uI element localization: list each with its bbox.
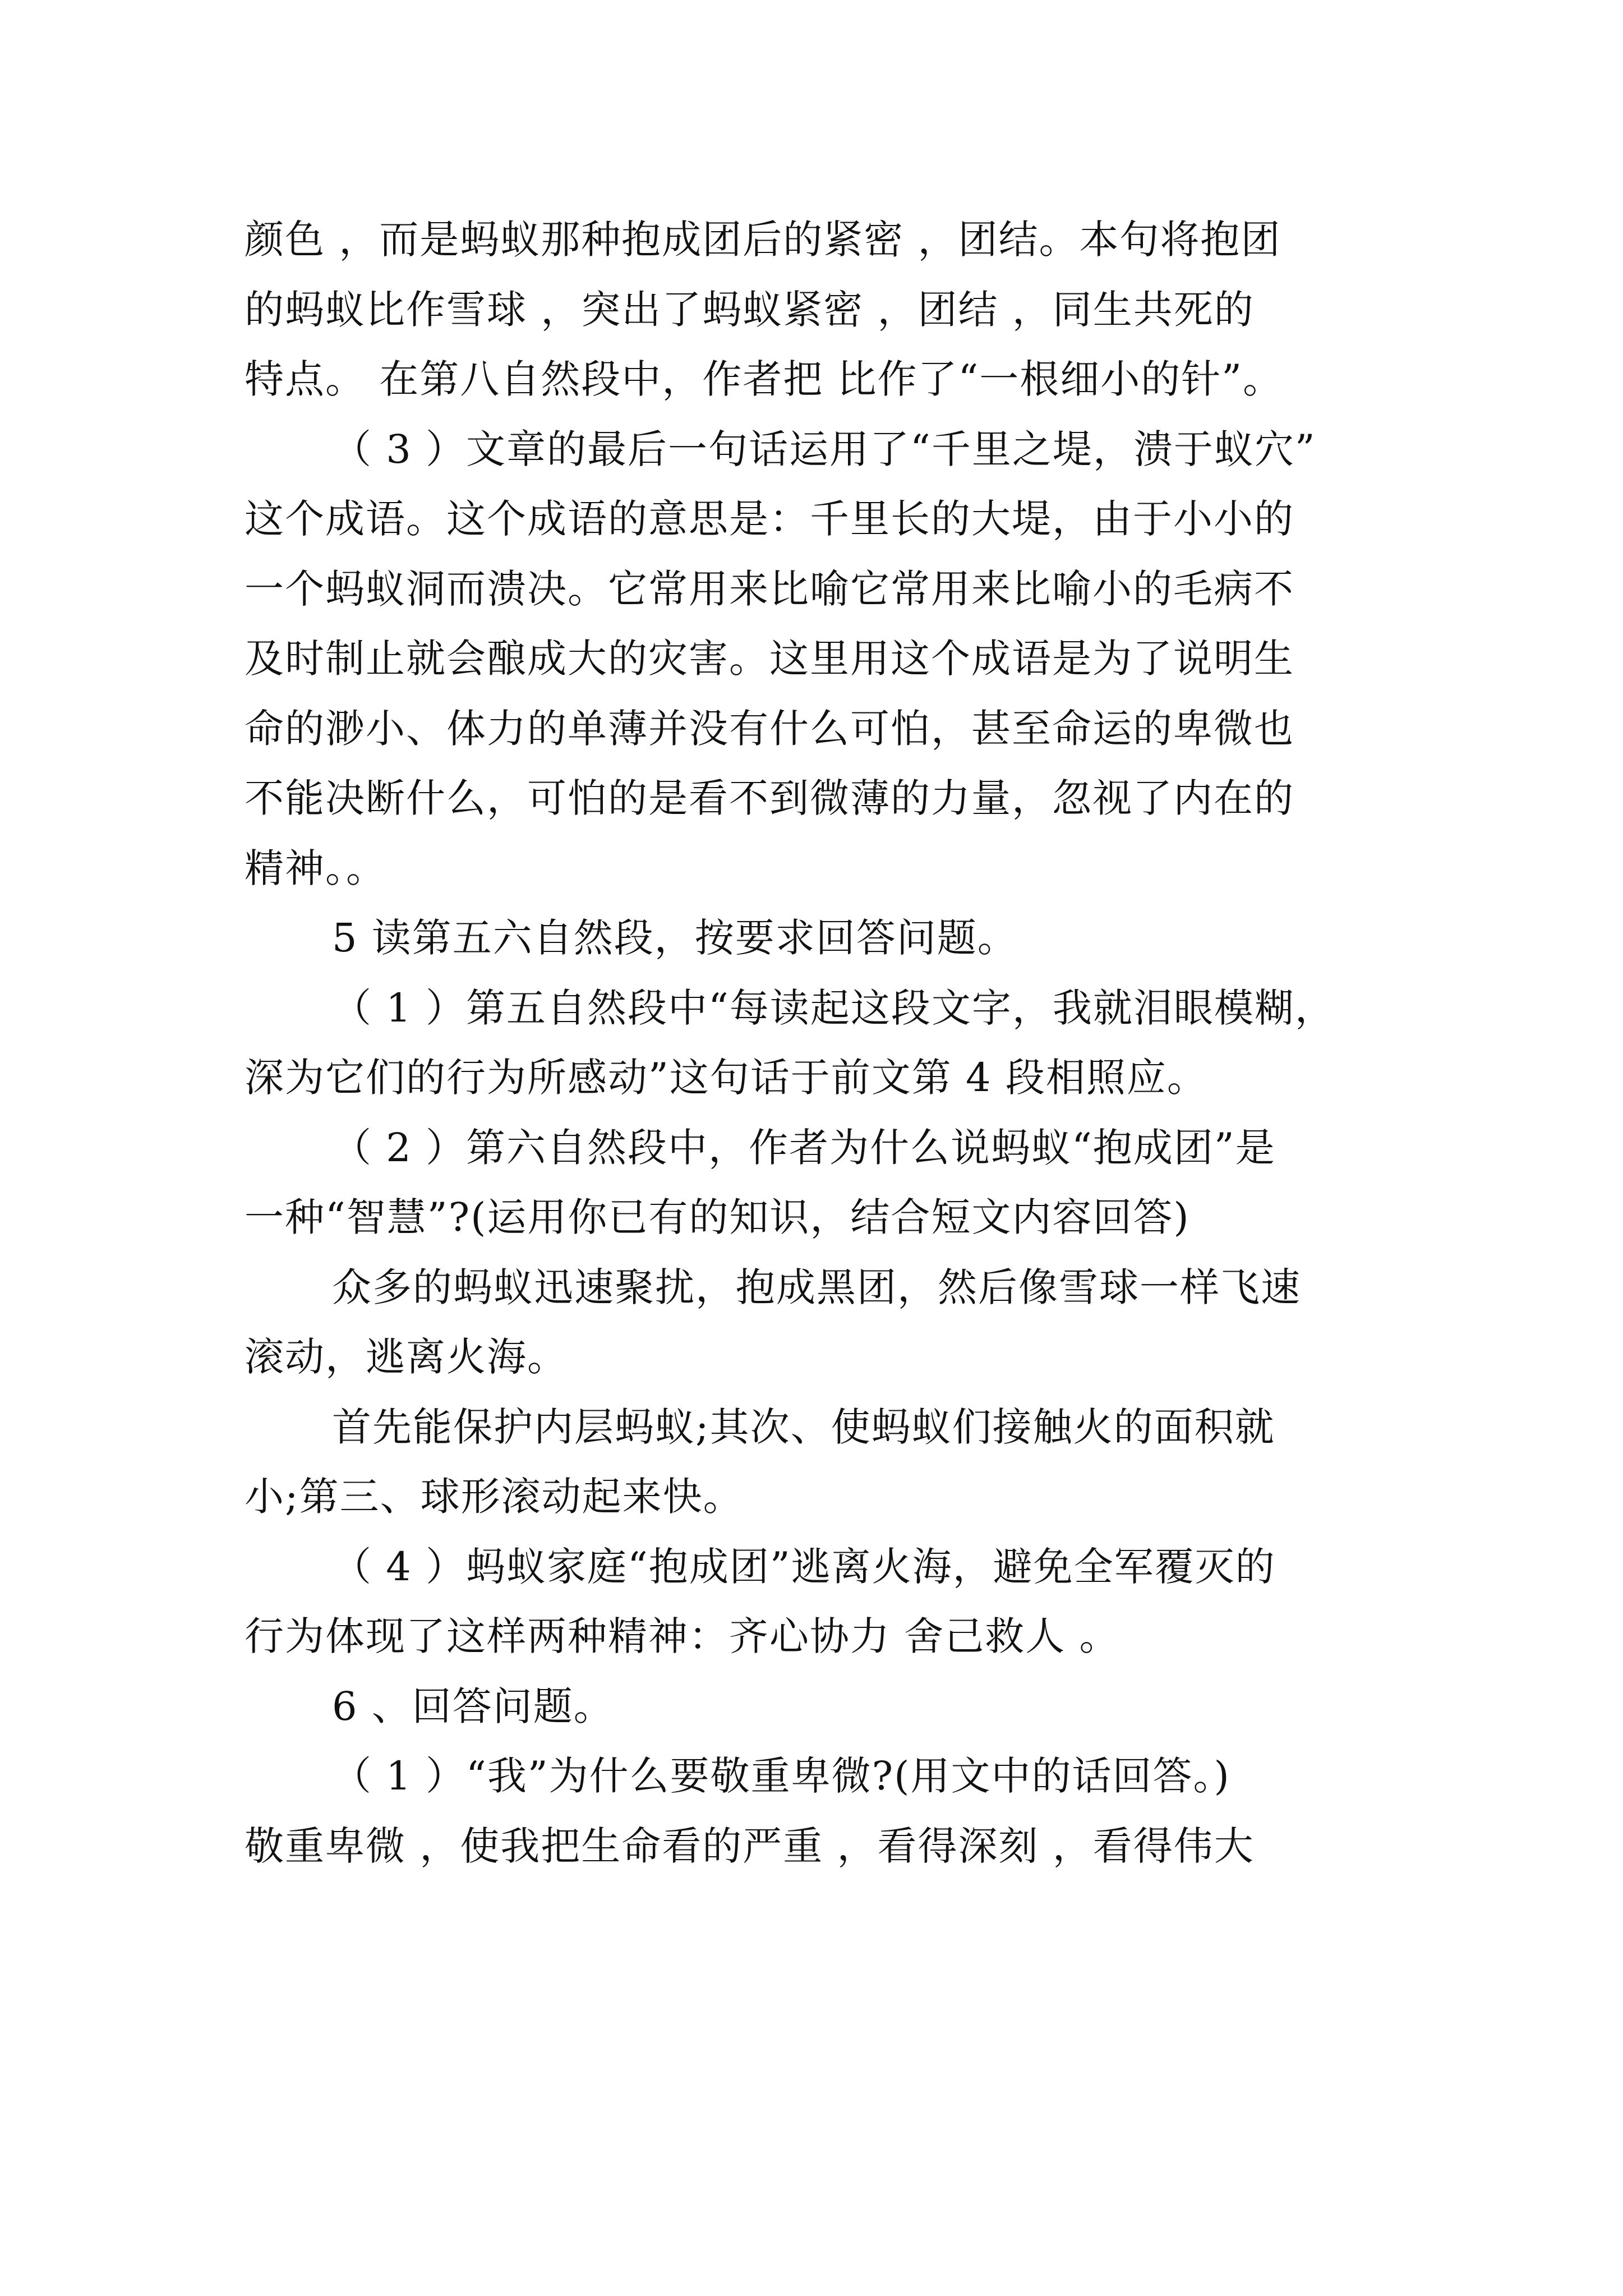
text-line: 精神。。 bbox=[245, 845, 386, 891]
text-line: 一种“智慧”?(运用你已有的知识，结合短文内容回答) bbox=[245, 1194, 1190, 1240]
text-line: 及时制止就会酿成大的灾害。这里用这个成语是为了说明生 bbox=[245, 636, 1294, 682]
text-line: 6 、回答问题。 bbox=[332, 1683, 614, 1729]
text-line: 行为体现了这样两种精神：齐心协力 舍己救人 。 bbox=[245, 1613, 1120, 1659]
text-line: （ 1 ）“我”为什么要敬重卑微?(用文中的话回答。) bbox=[332, 1753, 1230, 1799]
text-line: 颜色 ，而是蚂蚁那种抱成团后的紧密 ，团结。本句将抱团 bbox=[245, 217, 1281, 263]
text-line: 这个成语。这个成语的意思是：千里长的大堤，由于小小的 bbox=[245, 496, 1294, 542]
text-line: 首先能保护内层蚂蚁;其次、使蚂蚁们接触火的面积就 bbox=[332, 1404, 1275, 1450]
text-line: 的蚂蚁比作雪球 ，突出了蚂蚁紧密 ，团结 ，同生共死的 bbox=[245, 286, 1255, 333]
text-line: 命的渺小、体力的单薄并没有什么可怕，甚至命运的卑微也 bbox=[245, 705, 1294, 752]
text-line: （ 2 ）第六自然段中，作者为什么说蚂蚁“抱成团”是 bbox=[332, 1124, 1276, 1171]
text-line: 5 读第五六自然段，按要求回答问题。 bbox=[332, 915, 1018, 961]
text-line: 深为它们的行为所感动”这句话于前文第 4 段相照应。 bbox=[245, 1055, 1207, 1101]
text-line: 滚动，逃离火海。 bbox=[245, 1334, 568, 1380]
text-line: （ 3 ）文章的最后一句话运用了“千里之堤，溃于蚁穴” bbox=[332, 426, 1316, 472]
text-line: 不能决断什么，可怕的是看不到微薄的力量，忽视了内在的 bbox=[245, 775, 1294, 821]
document-text-block bbox=[245, 205, 1381, 1881]
text-line: 特点。 在第八自然段中，作者把 比作了“一根细小的针”。 bbox=[245, 356, 1284, 402]
text-line: （ 1 ）第五自然段中“每读起这段文字，我就泪眼模糊， bbox=[332, 984, 1335, 1031]
text-line: 敬重卑微 ，使我把生命看的严重 ，看得深刻 ，看得伟大 bbox=[245, 1823, 1255, 1869]
text-line: 众多的蚂蚁迅速聚扰，抱成黑团，然后像雪球一样飞速 bbox=[332, 1264, 1301, 1310]
text-line: 一个蚂蚁洞而溃决。它常用来比喻它常用来比喻小的毛病不 bbox=[245, 565, 1294, 612]
text-line: 小;第三、球形滚动起来快。 bbox=[245, 1474, 744, 1520]
text-line: （ 4 ）蚂蚁家庭“抱成团”逃离火海，避免全军覆灭的 bbox=[332, 1543, 1276, 1590]
